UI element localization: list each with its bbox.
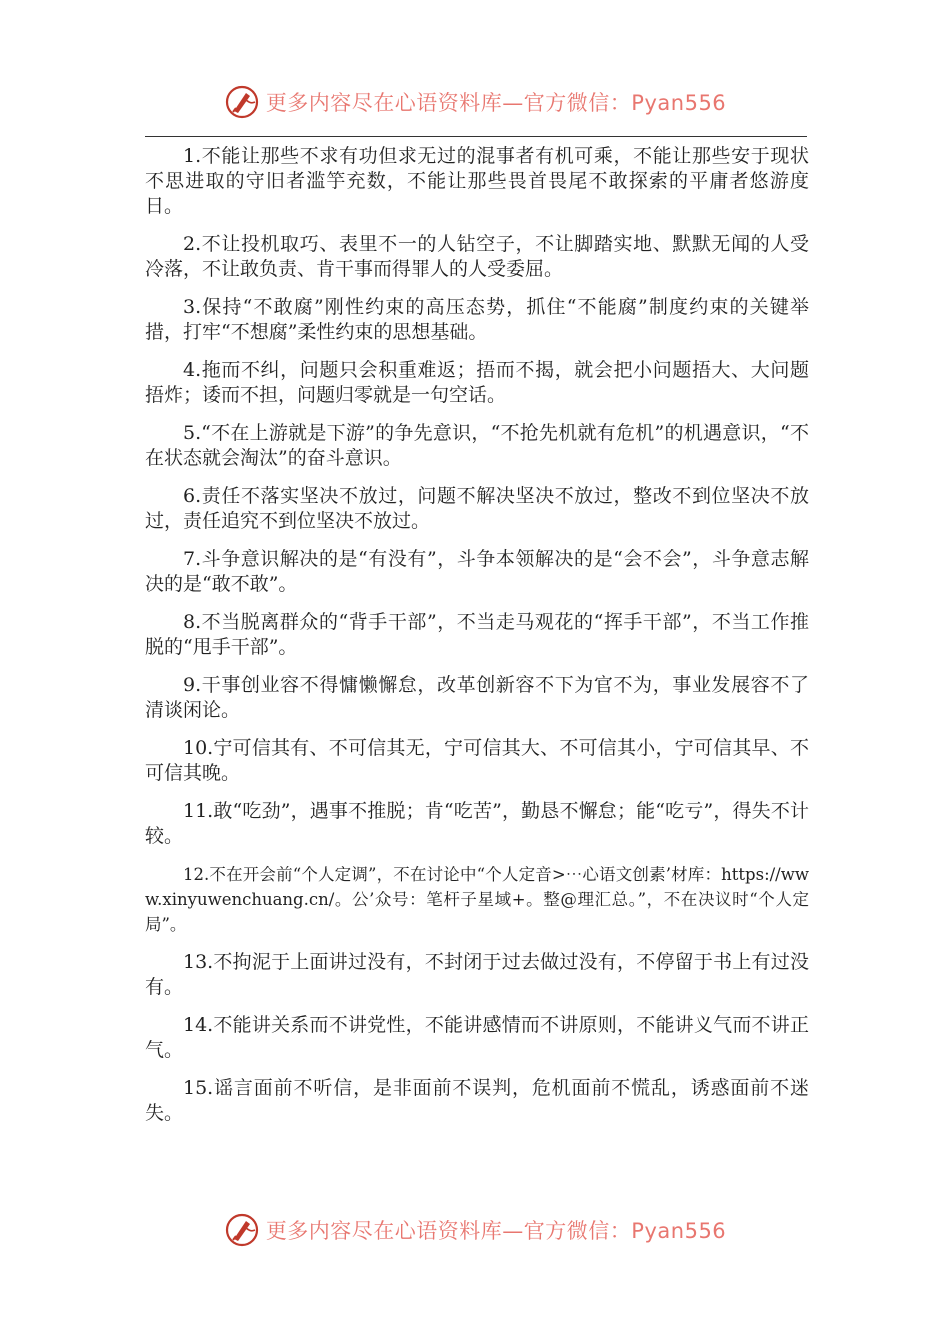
pen-nib-icon [224, 1212, 260, 1248]
paragraph-14: 14.不能讲关系而不讲党性，不能讲感情而不讲原则，不能讲义气而不讲正气。 [145, 1014, 809, 1061]
paragraph-8: 8.不当脱离群众的“背手干部”，不当走马观花的“挥手干部”，不当工作推脱的“甩手干部”。 [145, 611, 809, 658]
paragraph-1: 1.不能让那些不求有功但求无过的混事者有机可乘，不能让那些安于现状不思进取的守旧者滥竽充数，不能让那些畏首畏尾不敢探索的平庸者悠游度日。 [145, 145, 809, 217]
header-banner-text: 更多内容尽在心语资料库—官方微信：Pyan556 [265, 91, 727, 115]
paragraph-3: 3.保持“不敢腐”刚性约束的高压态势，抓住“不能腐”制度约束的关键举措，打牢“不想腐”柔性约束的思想基础。 [145, 296, 809, 343]
footer-banner [0, 1208, 950, 1252]
footer-banner-text: 更多内容尽在心语资料库—官方微信：Pyan556 [265, 1219, 727, 1243]
header-divider [145, 136, 807, 137]
paragraph-15: 15.谣言面前不听信，是非面前不误判，危机面前不慌乱，诱惑面前不迷失。 [145, 1077, 809, 1124]
pen-nib-icon [224, 84, 260, 120]
paragraph-10: 10.宁可信其有、不可信其无，宁可信其大、不可信其小，宁可信其早、不可信其晚。 [145, 737, 809, 784]
paragraph-5: 5.“不在上游就是下游”的争先意识，“不抢先机就有危机”的机遇意识，“不在状态就会淘汰”的奋斗意识。 [145, 422, 809, 469]
header-banner [0, 80, 950, 124]
paragraph-12: 12.不在开会前“个人定调”，不在讨论中“个人定音>⋯心语文创素’材库：https://www.xinyuwenchuang.cn/。公’众号：笔杆子星域+。整@理汇总。”，不在决议时“个人定局”。 [145, 865, 809, 934]
paragraph-9: 9.干事创业容不得慵懒懈怠，改革创新容不下为官不为，事业发展容不了清谈闲论。 [145, 674, 809, 721]
paragraph-11: 11.敢“吃劲”，遇事不推脱；肯“吃苦”，勤恳不懈怠；能“吃亏”，得失不计较。 [145, 800, 809, 847]
document-body [145, 144, 809, 1139]
paragraph-2: 2.不让投机取巧、表里不一的人钻空子，不让脚踏实地、默默无闻的人受冷落，不让敢负责、肯干事而得罪人的人受委屈。 [145, 233, 809, 280]
paragraph-7: 7.斗争意识解决的是“有没有”，斗争本领解决的是“会不会”，斗争意志解决的是“敢不敢”。 [145, 548, 809, 595]
paragraph-6: 6.责任不落实坚决不放过，问题不解决坚决不放过，整改不到位坚决不放过，责任追究不到位坚决不放过。 [145, 485, 809, 532]
paragraph-4: 4.拖而不纠，问题只会积重难返；捂而不揭，就会把小问题捂大、大问题捂炸；诿而不担，问题归零就是一句空话。 [145, 359, 809, 406]
paragraph-13: 13.不拘泥于上面讲过没有，不封闭于过去做过没有，不停留于书上有过没有。 [145, 951, 809, 998]
